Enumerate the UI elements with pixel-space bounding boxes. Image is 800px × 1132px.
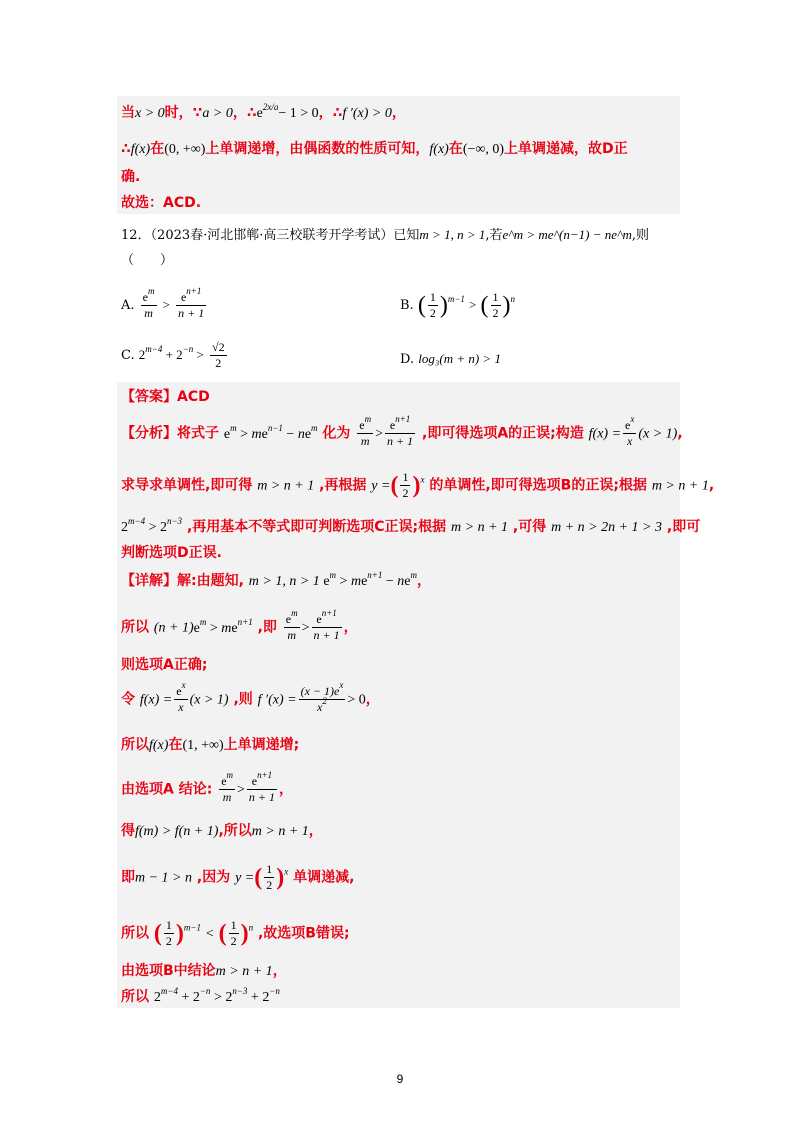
detail-line-11: 所以 $2^{m-4} + 2^{-n} > 2^{n-3} + 2^{-n}$ [121, 986, 280, 1005]
detail-line-6: 由选项A 结论: $\frac{e^m}{m}$ > $\frac{e^{n+1}}{n + 1}$ ， [121, 770, 294, 804]
question-paren: （ ） [121, 253, 174, 268]
option-b: B. ( $\frac{1}{2}$ )$^{m-1}$ > ( $\frac{1}{2}$ )$^n$ [400, 290, 516, 320]
prev-line-3: 确. [121, 169, 141, 185]
option-d: D. log₃(m + n) > 1 [400, 351, 501, 367]
analysis-line-2: 求导求单调性,即可得 m > n + 1 ,再根据 y =( $\frac{1}{2}$ )$^x$ 的单调性,即可得选项B的正误;根据 m > n + 1, [121, 470, 715, 500]
prev-line-1: 当x > 0时，∵a > 0，$\therefore e^{2x/a}- 1 > 0$，∴f ′(x) > 0， [121, 102, 406, 121]
detail-line-3: 则选项A正确; [121, 657, 208, 673]
detail-line-5: 所以f(x)在(1, +∞)上单调递增; [121, 737, 300, 753]
option-a: A. $\frac{e^m}{m}$ > $\frac{e^{n+1}}{n + 1}$ [121, 286, 205, 320]
detail-line-8: 即m − 1 > n ,因为 y =( $\frac{1}{2}$ )$^x$ 单调递减, [121, 862, 355, 892]
question-stem: 12．（2023春·河北邯郸·高三校联考开学考试）已知m > 1, n > 1,若e^m > me^(n−1) − ne^m,则 [121, 227, 650, 243]
detail-line-7: 得f(m) > f(n + 1),所以m > n + 1， [121, 823, 323, 839]
analysis-line-4: 判断选项D正误. [121, 545, 222, 561]
detail-line-4: 令 f(x) = $\frac{e^x}{x}$ (x > 1) ,则 f ′(x) = $\frac{(x - 1)e^x}{x^2}$ > 0， [121, 680, 380, 714]
prev-line-2: ∴f(x)在(0, +∞)上单调递增，由偶函数的性质可知，f(x)在(−∞, 0)上单调递减，故D正 [121, 141, 628, 157]
analysis-line-1: 【分析】将式子 $e^m > me^{n-1} - ne^m$ 化为 $\frac{e^m}{m}$ > $\frac{e^{n+1}}{n + 1}$ ,即可得选项A的正误;构造 f(x) = $\frac{e^x}{x}$ (x > 1), [121, 414, 683, 448]
prev-final-choice: 故选：ACD. [121, 195, 202, 211]
page-number: 9 [396, 1072, 404, 1086]
detail-line-2: 所以 $(n + 1)e^m > me^{n+1}$ ,即 $\frac{e^m}{m}$ > $\frac{e^{n+1}}{n + 1}$ ， [121, 608, 358, 642]
analysis-line-3: $2^{m-4} > 2^{n-3}$ ,再用基本不等式即可判断选项C正误;根据 m > n + 1 ,可得 m + n > 2n + 1 > 3 ,即可 [121, 516, 701, 535]
detail-line-9: 所以 ( $\frac{1}{2}$ )$^{m-1}$ < ( $\frac{1}{2}$ )$^n$ ,故选项B错误; [121, 918, 350, 948]
answer-label: 【答案】ACD [121, 389, 210, 405]
detail-line-10: 由选项B中结论m > n + 1， [121, 963, 287, 979]
detail-line-1: 【详解】解:由题知, m > 1, n > 1 $e^m > me^{n+1} - ne^m$， [121, 570, 431, 589]
option-c: C. $2^{m-4} + 2^{-n}$ > $\frac{√2}{2}$ [121, 340, 225, 370]
